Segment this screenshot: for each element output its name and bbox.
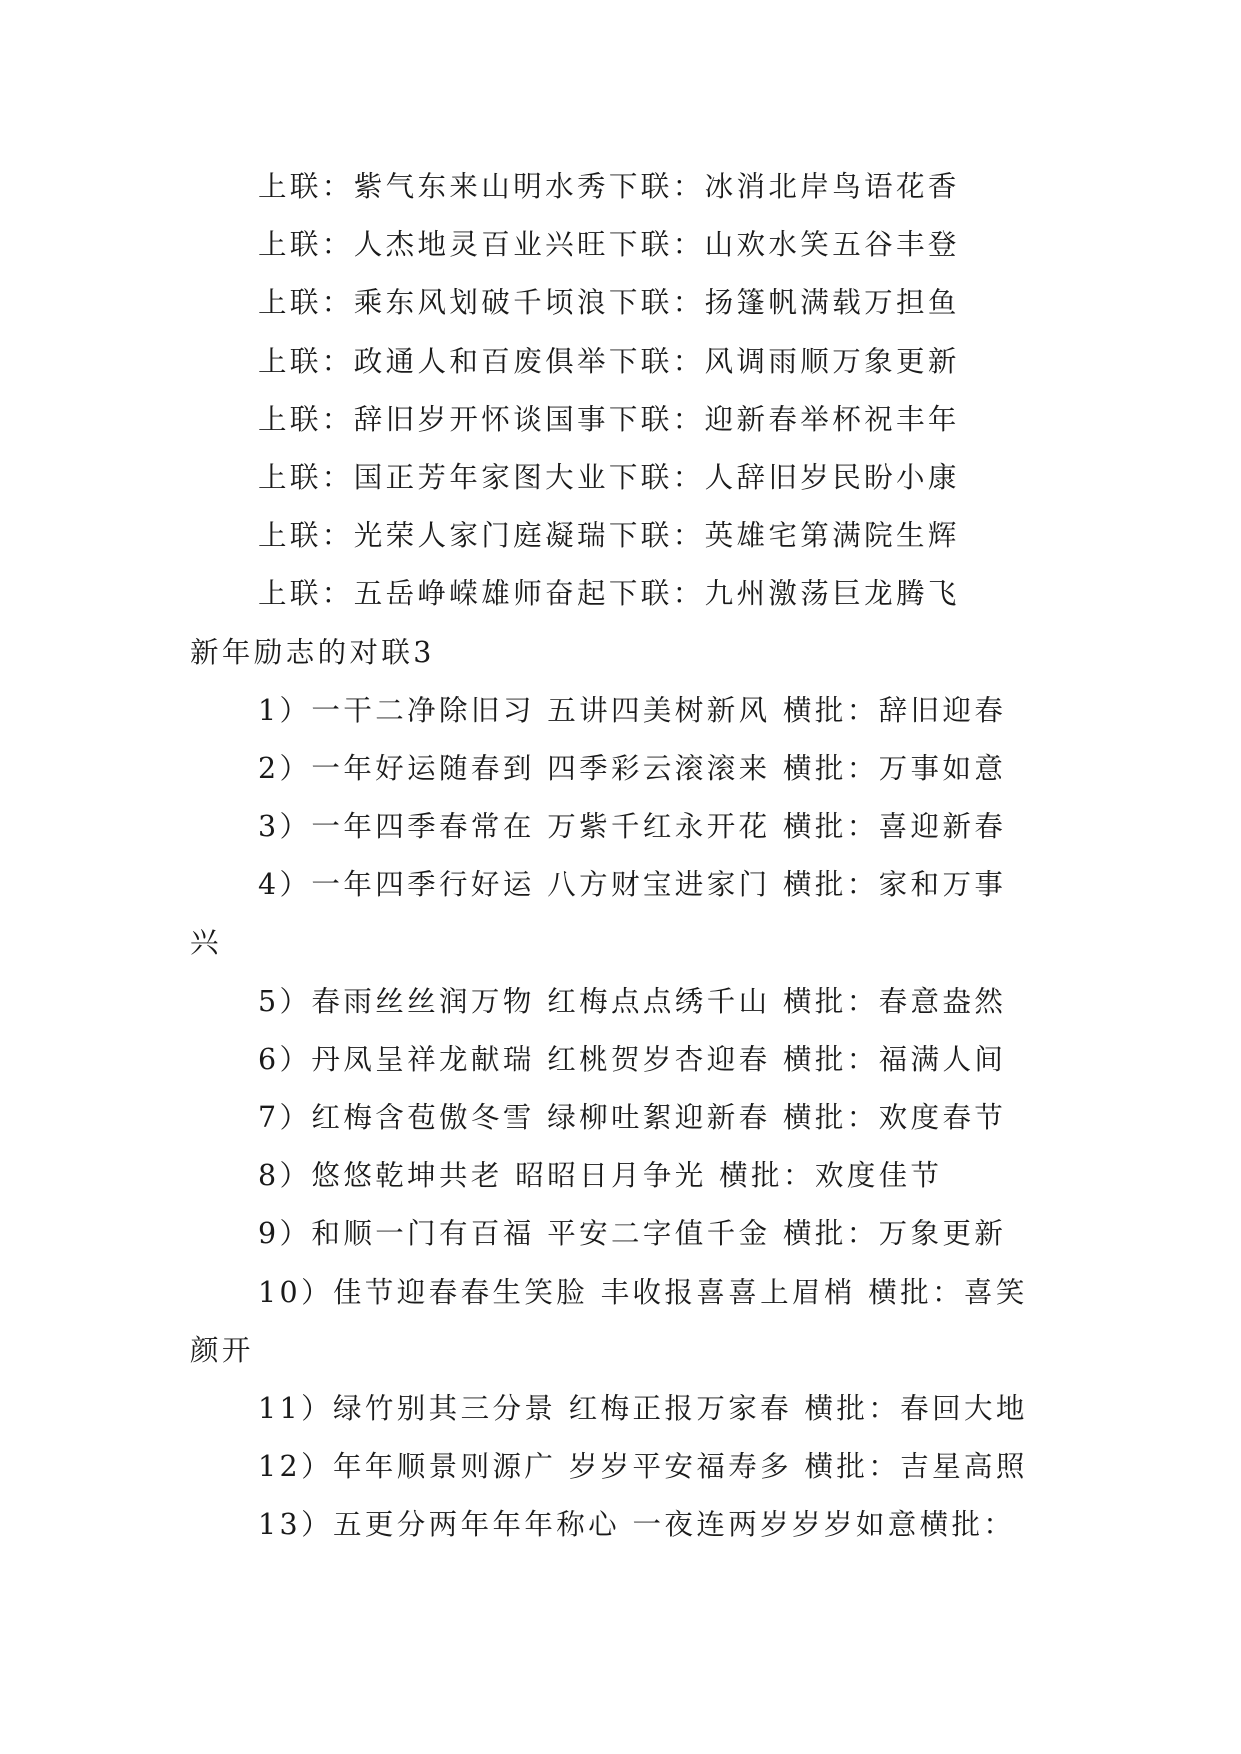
numbered-couplet: 1）一干二净除旧习 五讲四美树新风 横批：辞旧迎春: [258, 693, 1007, 727]
numbered-couplet: 7）红梅含苞傲冬雪 绿柳吐絮迎新春 横批：欢度春节: [258, 1101, 1007, 1134]
numbered-couplet-continuation: 兴: [190, 926, 222, 960]
couplet-line: 上联：五岳峥嵘雄师奋起下联：九州激荡巨龙腾飞: [258, 577, 960, 611]
numbered-couplet: 10）佳节迎春春生笑脸 丰收报喜喜上眉梢 横批：喜笑: [258, 1275, 1028, 1309]
numbered-couplet: 2）一年好运随春到 四季彩云滚滚来 横批：万事如意: [258, 751, 1007, 785]
couplet-line: 上联：国正芳年家图大业下联：人辞旧岁民盼小康: [258, 460, 960, 494]
couplet-line: 上联：政通人和百废俱举下联：风调雨顺万象更新: [258, 344, 960, 378]
numbered-couplet: 11）绿竹别其三分景 红梅正报万家春 横批：春回大地: [258, 1391, 1028, 1425]
numbered-couplet-continuation: 颜开: [190, 1333, 254, 1367]
section-heading: 新年励志的对联3: [190, 635, 435, 669]
numbered-couplet: 6）丹凤呈祥龙献瑞 红桃贺岁杏迎春 横批：福满人间: [258, 1042, 1007, 1076]
couplet-line: 上联：紫气东来山明水秀下联：冰消北岸鸟语花香: [258, 170, 960, 203]
numbered-couplet: 9）和顺一门有百福 平安二字值千金 横批：万象更新: [258, 1217, 1007, 1251]
numbered-couplet: 4）一年四季行好运 八方财宝进家门 横批：家和万事: [258, 868, 1007, 902]
couplet-line: 上联：光荣人家门庭凝瑞下联：英雄宅第满院生辉: [258, 519, 960, 553]
couplet-line: 上联：辞旧岁开怀谈国事下联：迎新春举杯祝丰年: [258, 402, 960, 436]
numbered-couplet: 8）悠悠乾坤共老 昭昭日月争光 横批：欢度佳节: [258, 1159, 943, 1193]
numbered-couplet: 12）年年顺景则源广 岁岁平安福寿多 横批：吉星高照: [258, 1450, 1028, 1484]
couplet-line: 上联：人杰地灵百业兴旺下联：山欢水笑五谷丰登: [258, 228, 960, 262]
document-body: [190, 158, 1050, 1555]
numbered-couplet: 5）春雨丝丝润万物 红梅点点绣千山 横批：春意盎然: [258, 984, 1007, 1018]
numbered-couplet: 3）一年四季春常在 万紫千红永开花 横批：喜迎新春: [258, 810, 1007, 844]
numbered-couplet: 13）五更分两年年年称心 一夜连两岁岁岁如意横批：: [258, 1508, 1016, 1542]
couplet-line: 上联：乘东风划破千顷浪下联：扬篷帆满载万担鱼: [258, 286, 960, 320]
